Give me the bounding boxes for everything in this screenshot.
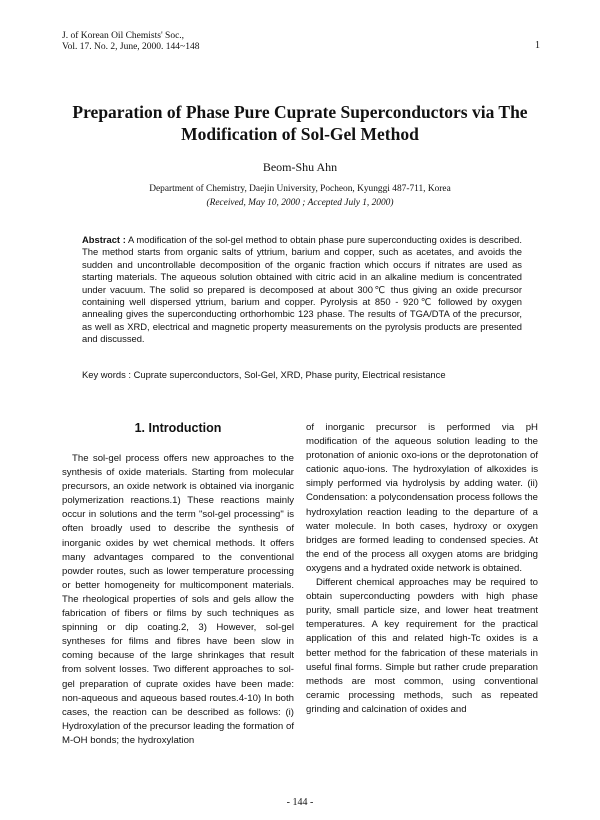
journal-name: J. of Korean Oil Chemists' Soc., (62, 31, 185, 41)
journal-citation (62, 31, 199, 53)
abstract-text: A modification of the sol-gel method to obtain phase pure superconducting oxides is described. The method starts from organic salts of yttrium, barium and copper, such as acetates, and avoids the sudden and uncontrollable decomposition of the organic fraction which occurs if nitrates are used as starting materials. The aqueous solution obtained with citric acid in an alkaline medium is concentrated under vacuum. The solid so prepared is decomposed at about 300℃ thus giving an oxide precursor containing well dispersed yttrium, barium and copper. Pyrolysis at 850 - 920℃ followed by oxygen annealing gives the superconducting orthorhombic 123 phase. The results of TGA/DTA of the precursor, as well as XRD, electrical and magnetic property measurements on the pyrolysis products are presented and discussed. (82, 234, 522, 345)
intro-paragraph-2: Different chemical approaches may be required to obtain superconducting powders with high phase purity, small particle size, and lower heat treatment temperatures. A key requirement for the practical application of this and related high-Tc oxides is a better method for the fabrication of these materials in useful final forms. Simple but rather crude preparation methods are most common, using conventional ceramic processing methods, such as repeated grinding and calcination of oxides and (306, 577, 538, 715)
section-heading-introduction: 1. Introduction (134, 421, 222, 435)
keywords (82, 369, 522, 380)
page-number-top: 1 (535, 40, 540, 51)
paper-title (40, 101, 560, 145)
abstract (82, 234, 522, 346)
journal-volume: Vol. 17. No. 2, June, 2000. 144~148 (62, 42, 200, 52)
intro-paragraph-1: The sol-gel process offers new approaches to the synthesis of oxide materials. Starting from molecular precursors, an oxide network is obtained via inorganic polymerization reactions.1) These reactions mainly occur in solutions and the term "sol-gel processing" is often broadly used to describe the synthesis of inorganic oxides by wet chemical methods. It offers many advantages compared to the conventional powder routes, such as lower temperature processing or better homogeneity for multicomponent materials. The rheological properties of sols and gels allow the fabrication of fibers or films by such techniques as spinning or dip coating.2, 3) However, sol-gel syntheses for films and fibres have been slow in coming because of the large shrinkages that result from solvent losses. Two different approaches to sol-gel preparation of cuprate oxides have been made: non-aqueous and aqueous based routes.4-10) In both cases, the reaction can be described as follows: (i) Hydroxylation of the precursor leading the formation of M-OH bonds; the hydroxylation (62, 453, 294, 746)
affiliation-block (40, 182, 560, 210)
left-column (62, 420, 294, 748)
affiliation: Department of Chemistry, Daejin University, Pocheon, Kyunggi 487-711, Korea (149, 184, 451, 194)
received-dates: (Received, May 10, 2000 ; Accepted July 1, 2000) (206, 198, 394, 208)
keywords-text: Cuprate superconductors, Sol-Gel, XRD, Phase purity, Electrical resistance (133, 369, 446, 380)
title-line-1: Preparation of Phase Pure Cuprate Superconductors via The (72, 102, 528, 122)
right-column (306, 421, 538, 717)
abstract-label: Abstract : (82, 234, 126, 245)
keywords-label: Key words : (82, 369, 131, 380)
author-name: Beom-Shu Ahn (262, 160, 338, 174)
intro-paragraph-continued: of inorganic precursor is performed via pH modification of the aqueous solution leading to the protonation of anionic oxo-ions or the deprotonation of cationic aquo-ions. The hydroxylation of alkoxides is simply performed via hydrolysis by adding water. (ii) Condensation: a polycondensation process follows the hydroxylation reaction leading to the departure of a water molecule. In both cases, hydroxy or oxygen bridges are formed leading to condensed species. At the end of the process all oxygen atoms are bridging oxygens and a hydrated oxide network is obtained. (306, 422, 538, 574)
title-line-2: Modification of Sol-Gel Method (181, 124, 419, 144)
page-number-bottom: - 144 - (286, 797, 314, 808)
